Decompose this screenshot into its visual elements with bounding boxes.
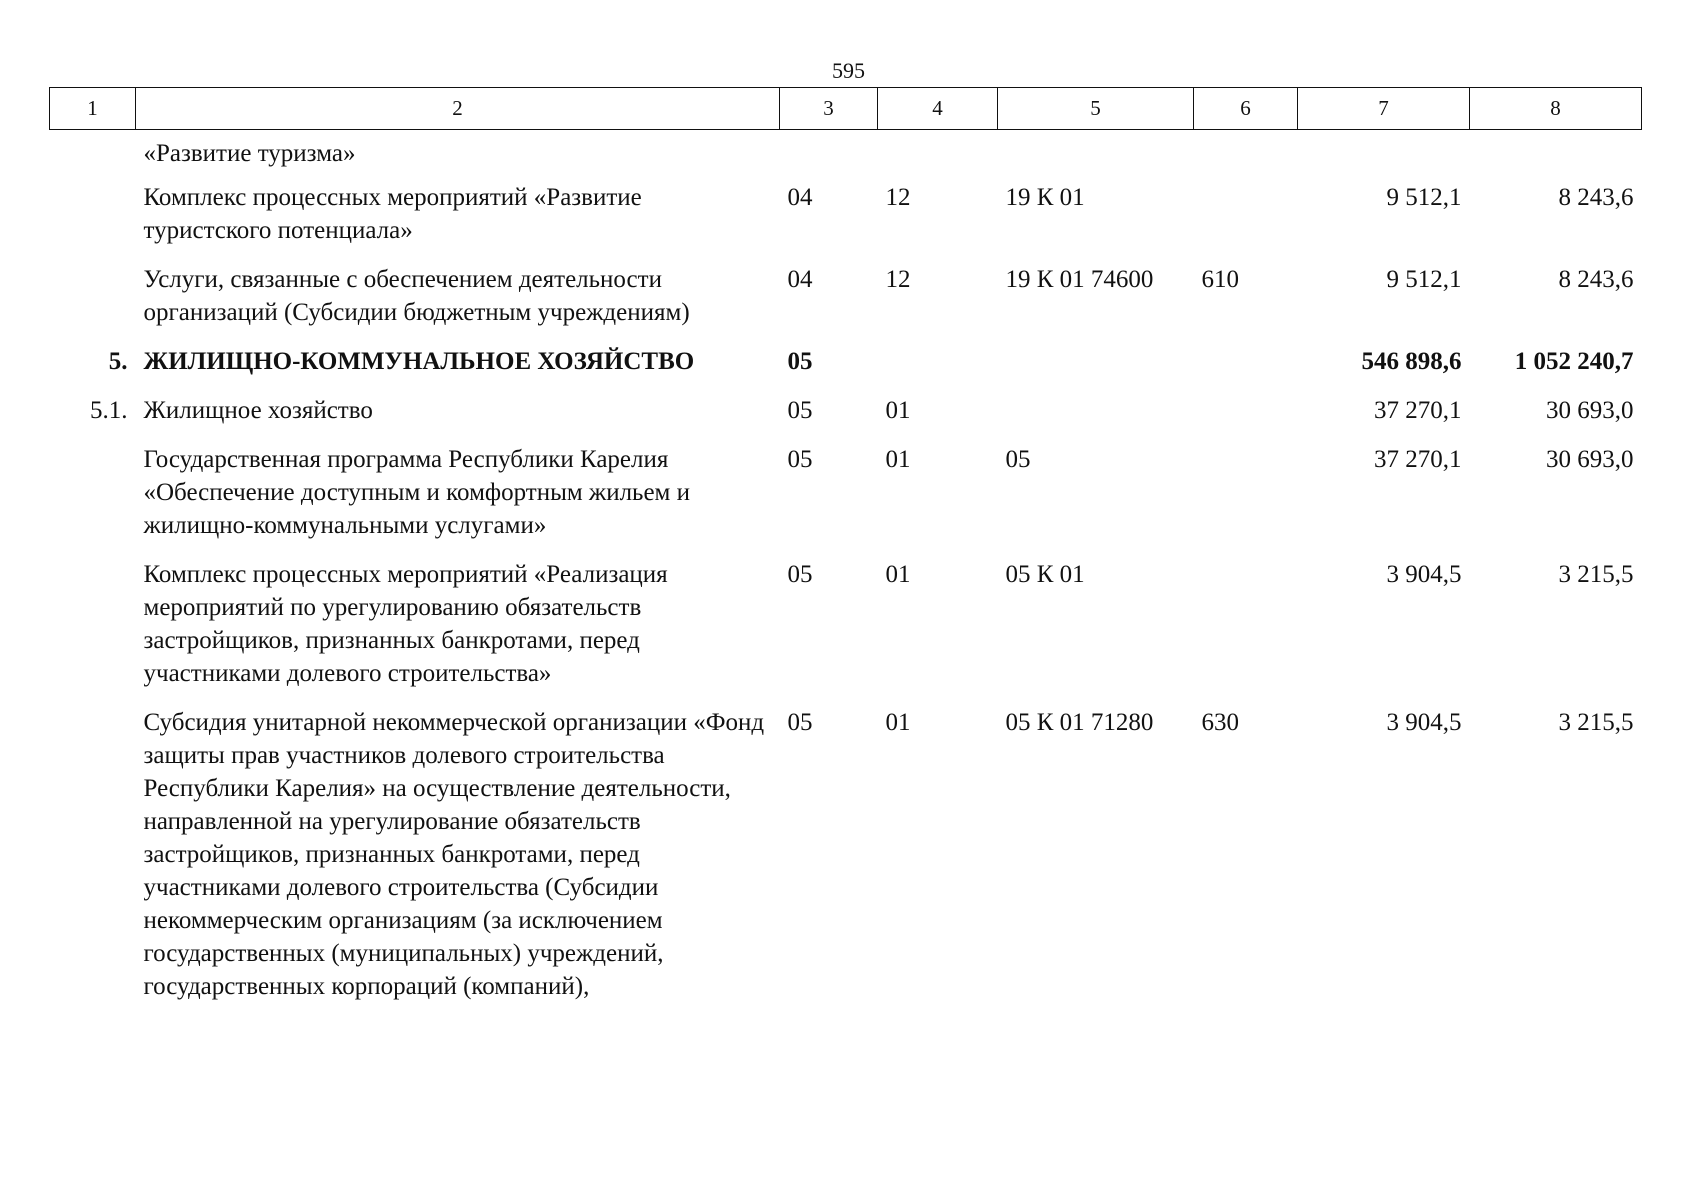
- row-number: [50, 706, 136, 1019]
- subsection-code: 01: [885, 561, 911, 588]
- column-header-3: 3: [780, 88, 878, 130]
- target-article-code: 05 К 01 71280: [1005, 709, 1154, 736]
- table-row: [50, 394, 1642, 443]
- table-row-section-heading: [50, 345, 1642, 394]
- section-code: 05: [787, 397, 813, 424]
- section-code: 05: [787, 348, 813, 375]
- amount-col7: 37 270,1: [1374, 397, 1462, 424]
- row-number: 5.1.: [90, 397, 128, 424]
- row-name: Услуги, связанные с обеспечением деятельности организаций (Субсидии бюджетным учреждениям): [143, 266, 690, 326]
- amount-col8: 30 693,0: [1546, 397, 1634, 424]
- section-code: 04: [787, 266, 813, 293]
- subsection-code: 01: [885, 709, 911, 736]
- subsection-code: 01: [885, 397, 911, 424]
- row-number: [50, 263, 136, 345]
- column-header-5: 5: [998, 88, 1194, 130]
- amount-col7: 37 270,1: [1374, 446, 1462, 473]
- amount-col7: 546 898,6: [1361, 348, 1462, 375]
- target-article-code: [998, 394, 1194, 443]
- table-row: [50, 558, 1642, 706]
- row-name: Комплекс процессных мероприятий «Развитие туристского потенциала»: [143, 184, 642, 244]
- target-article-code: 19 К 01 74600: [1005, 266, 1154, 293]
- column-header-6: 6: [1194, 88, 1298, 130]
- column-header-2: 2: [136, 88, 780, 130]
- expense-type-code: [1194, 558, 1298, 706]
- budget-table: [49, 87, 1642, 1019]
- table-header: [50, 88, 1642, 130]
- amount-col7: 9 512,1: [1386, 266, 1462, 293]
- expense-type-code: 630: [1201, 709, 1239, 736]
- column-header-7: 7: [1298, 88, 1470, 130]
- subsection-code: 12: [885, 184, 911, 211]
- table-row: [50, 130, 1642, 182]
- row-name: «Развитие туризма»: [143, 140, 356, 167]
- amount-col8: [1470, 130, 1642, 182]
- table-row: [50, 706, 1642, 1019]
- expense-type-code: [1194, 443, 1298, 558]
- target-article-code: [998, 345, 1194, 394]
- amount-col8: 30 693,0: [1546, 446, 1634, 473]
- table-row: [50, 181, 1642, 263]
- table-row: [50, 443, 1642, 558]
- amount-col8: 8 243,6: [1558, 266, 1634, 293]
- page-number: 595: [832, 58, 865, 83]
- row-name: ЖИЛИЩНО-КОММУНАЛЬНОЕ ХОЗЯЙСТВО: [143, 348, 695, 375]
- target-article-code: 05: [1005, 446, 1031, 473]
- row-number: [50, 443, 136, 558]
- expense-type-code: [1194, 394, 1298, 443]
- column-header-4: 4: [878, 88, 998, 130]
- amount-col8: 1 052 240,7: [1514, 348, 1634, 375]
- row-number: [50, 558, 136, 706]
- row-number: [50, 181, 136, 263]
- amount-col8: 8 243,6: [1558, 184, 1634, 211]
- row-name: Государственная программа Республики Карелия «Обеспечение доступным и комфортным жильем и жилищно-коммунальными услугами»: [143, 446, 691, 539]
- target-article-code: [998, 130, 1194, 182]
- table-row: [50, 263, 1642, 345]
- header-row: [50, 88, 1642, 130]
- section-code: 04: [787, 184, 813, 211]
- amount-col7: 3 904,5: [1386, 561, 1462, 588]
- amount-col7: 3 904,5: [1386, 709, 1462, 736]
- subsection-code: 01: [885, 446, 911, 473]
- expense-type-code: [1194, 345, 1298, 394]
- amount-col8: 3 215,5: [1558, 561, 1634, 588]
- subsection-code: 12: [885, 266, 911, 293]
- row-name: Комплекс процессных мероприятий «Реализация мероприятий по урегулированию обязательств застройщиков, признанных банкротами, перед участниками долевого строительства»: [143, 561, 668, 687]
- column-header-1: 1: [50, 88, 136, 130]
- section-code: 05: [787, 446, 813, 473]
- subsection-code: [878, 345, 998, 394]
- expense-type-code: 610: [1201, 266, 1239, 293]
- row-number: [50, 130, 136, 182]
- subsection-code: [878, 130, 998, 182]
- expense-type-code: [1194, 130, 1298, 182]
- column-header-8: 8: [1470, 88, 1642, 130]
- row-number: 5.: [108, 348, 128, 375]
- section-code: 05: [787, 561, 813, 588]
- amount-col7: [1298, 130, 1470, 182]
- row-name: Субсидия унитарной некоммерческой организации «Фонд защиты прав участников долевого строительства Республики Карелия» на осуществление деятельности, направленной на урегулирование обязательств застройщиков, признанных банкротами, перед участниками долевого строительства (Субсидии некоммерческим организациям (за исключением государственных (муниципальных) учреждений, государственных корпораций (компаний),: [143, 709, 765, 1000]
- section-code: [780, 130, 878, 182]
- section-code: 05: [787, 709, 813, 736]
- target-article-code: 19 К 01: [1005, 184, 1085, 211]
- amount-col7: 9 512,1: [1386, 184, 1462, 211]
- amount-col8: 3 215,5: [1558, 709, 1634, 736]
- expense-type-code: [1194, 181, 1298, 263]
- row-name: Жилищное хозяйство: [143, 397, 373, 424]
- target-article-code: 05 К 01: [1005, 561, 1085, 588]
- table-body: [50, 130, 1642, 1020]
